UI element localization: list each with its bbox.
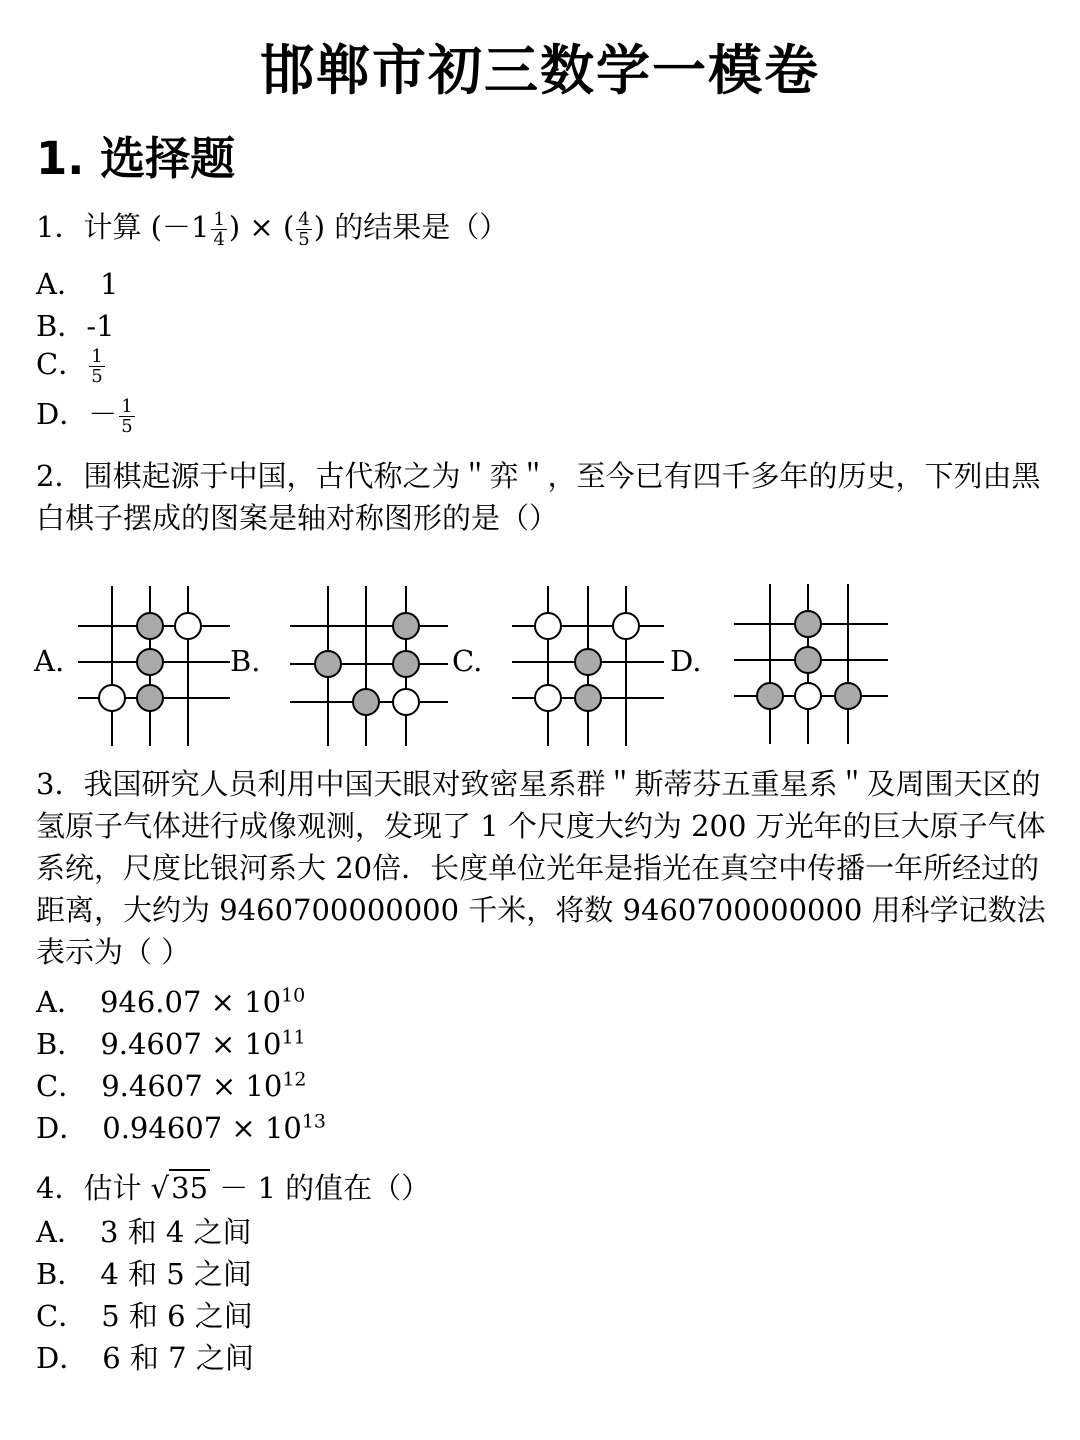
q2-option-c-label[interactable]: C. xyxy=(452,644,483,678)
question-4-stem xyxy=(36,1166,430,1207)
white-stone xyxy=(795,683,821,709)
black-stone xyxy=(835,683,861,709)
white-stone xyxy=(535,685,561,711)
go-board-b xyxy=(290,586,448,746)
denominator: 5 xyxy=(121,415,133,437)
option-base: 10 xyxy=(245,1069,283,1103)
q4-option-c[interactable] xyxy=(36,1294,253,1335)
option-label: A． xyxy=(36,267,86,301)
q1-fraction xyxy=(296,210,311,249)
option-coefficient: 0.94607 × xyxy=(102,1111,265,1145)
q3-option-d[interactable] xyxy=(36,1106,326,1147)
option-label: B． xyxy=(36,1257,87,1291)
white-stone xyxy=(175,613,201,639)
black-stone xyxy=(575,649,601,675)
q1-prefix: 1．计算 xyxy=(36,210,142,244)
q2-option-a-label[interactable]: A. xyxy=(34,644,65,678)
option-exponent: 13 xyxy=(301,1110,327,1133)
numerator: 1 xyxy=(91,345,103,367)
option-label: B． xyxy=(36,309,87,343)
black-stone xyxy=(575,685,601,711)
option-coefficient: 946.07 × xyxy=(99,985,245,1019)
question-3-stem: 3．我国研究人员利用中国天眼对致密星系群＂斯蒂芬五重星系＂及周围天区的氢原子气体进行成像观测，发现了 1 个尺度大约为 200 万光年的巨大原子气体系统，尺度比银河系大 20倍．长度单位光年是指光在真空中传播一年所经过的距离，大约为 9460700000000 千米，将数 9460700000000 用科学记数法表示为（ ） xyxy=(36,767,1046,969)
black-stone xyxy=(757,683,783,709)
go-board-a xyxy=(78,586,230,746)
option-exponent: 12 xyxy=(282,1068,307,1091)
black-stone xyxy=(795,647,821,673)
q1-numerator: 4 xyxy=(298,208,310,230)
option-text: -1 xyxy=(86,309,115,343)
q1-option-b[interactable] xyxy=(36,304,115,345)
option-text: 6 和 7 之间 xyxy=(102,1341,254,1375)
q2-option-d-label[interactable]: D. xyxy=(670,644,702,678)
q4-suffix: － 1 的值在（） xyxy=(219,1171,431,1205)
option-label: B． xyxy=(36,1027,87,1061)
option-base: 10 xyxy=(244,1027,282,1061)
option-label: C． xyxy=(36,1299,88,1333)
section-heading: 1. 选择题 xyxy=(36,132,236,185)
option-label: A． xyxy=(36,985,86,1019)
question-1-stem xyxy=(36,205,508,249)
option-label: C． xyxy=(36,347,88,381)
numerator: 1 xyxy=(121,395,133,417)
option-text: 4 和 5 之间 xyxy=(100,1257,252,1291)
denominator: 5 xyxy=(91,365,103,387)
q2-option-b-label[interactable]: B. xyxy=(230,644,261,678)
option-fraction xyxy=(119,397,134,436)
option-base: 10 xyxy=(264,1111,302,1145)
q4-option-d[interactable] xyxy=(36,1336,254,1377)
option-exponent: 11 xyxy=(281,1026,306,1049)
q3-option-b[interactable] xyxy=(36,1022,306,1063)
q1-option-d[interactable] xyxy=(36,392,137,436)
option-label: D． xyxy=(36,1111,89,1145)
q4-option-b[interactable] xyxy=(36,1252,252,1293)
question-2-stem: 2．围棋起源于中国，古代称之为＂弈＂，至今已有四千多年的历史，下列由黑白棋子摆成的图案是轴对称图形的是（） xyxy=(36,459,1041,535)
option-text: 1 xyxy=(99,267,119,301)
option-text: 5 和 6 之间 xyxy=(101,1299,253,1333)
q3-option-a[interactable] xyxy=(36,980,305,1021)
option-text: 3 和 4 之间 xyxy=(99,1215,252,1249)
q1-option-a[interactable] xyxy=(36,262,118,303)
option-base: 10 xyxy=(244,985,282,1019)
q1-mixed-fraction xyxy=(211,210,226,249)
q1-option-c[interactable] xyxy=(36,342,107,386)
q1-denominator: 5 xyxy=(298,228,310,250)
q3-option-c[interactable] xyxy=(36,1064,307,1105)
q1-left-paren: (－1 xyxy=(150,210,210,244)
black-stone xyxy=(315,651,341,677)
page-title: 邯郸市初三数学一模卷 xyxy=(260,39,820,102)
black-stone xyxy=(353,689,379,715)
q1-mixed-numerator: 1 xyxy=(213,208,225,230)
minus-sign: － xyxy=(88,397,118,431)
go-board-c xyxy=(512,586,664,746)
black-stone xyxy=(393,613,419,639)
q1-suffix: ) 的结果是（） xyxy=(313,210,509,244)
white-stone xyxy=(535,613,561,639)
black-stone xyxy=(393,651,419,677)
go-board-d xyxy=(734,584,888,744)
q1-mixed-denominator: 4 xyxy=(213,228,225,250)
black-stone xyxy=(137,649,163,675)
option-label: C． xyxy=(36,1069,88,1103)
option-exponent: 10 xyxy=(281,984,306,1007)
option-label: A． xyxy=(36,1215,86,1249)
option-label: D． xyxy=(36,397,89,431)
option-fraction xyxy=(89,347,104,386)
option-label: D． xyxy=(36,1341,89,1375)
black-stone xyxy=(137,613,163,639)
q4-option-a[interactable] xyxy=(36,1210,252,1251)
white-stone xyxy=(613,613,639,639)
option-coefficient: 9.4607 × xyxy=(101,1069,246,1103)
q4-prefix: 4．估计 √ xyxy=(36,1171,170,1205)
q1-times: ) × ( xyxy=(228,210,295,244)
black-stone xyxy=(795,611,821,637)
q4-radicand: 35 xyxy=(171,1171,209,1205)
white-stone xyxy=(99,685,125,711)
option-coefficient: 9.4607 × xyxy=(100,1027,245,1061)
black-stone xyxy=(137,685,163,711)
white-stone xyxy=(393,689,419,715)
q2-go-boards xyxy=(0,580,1080,750)
